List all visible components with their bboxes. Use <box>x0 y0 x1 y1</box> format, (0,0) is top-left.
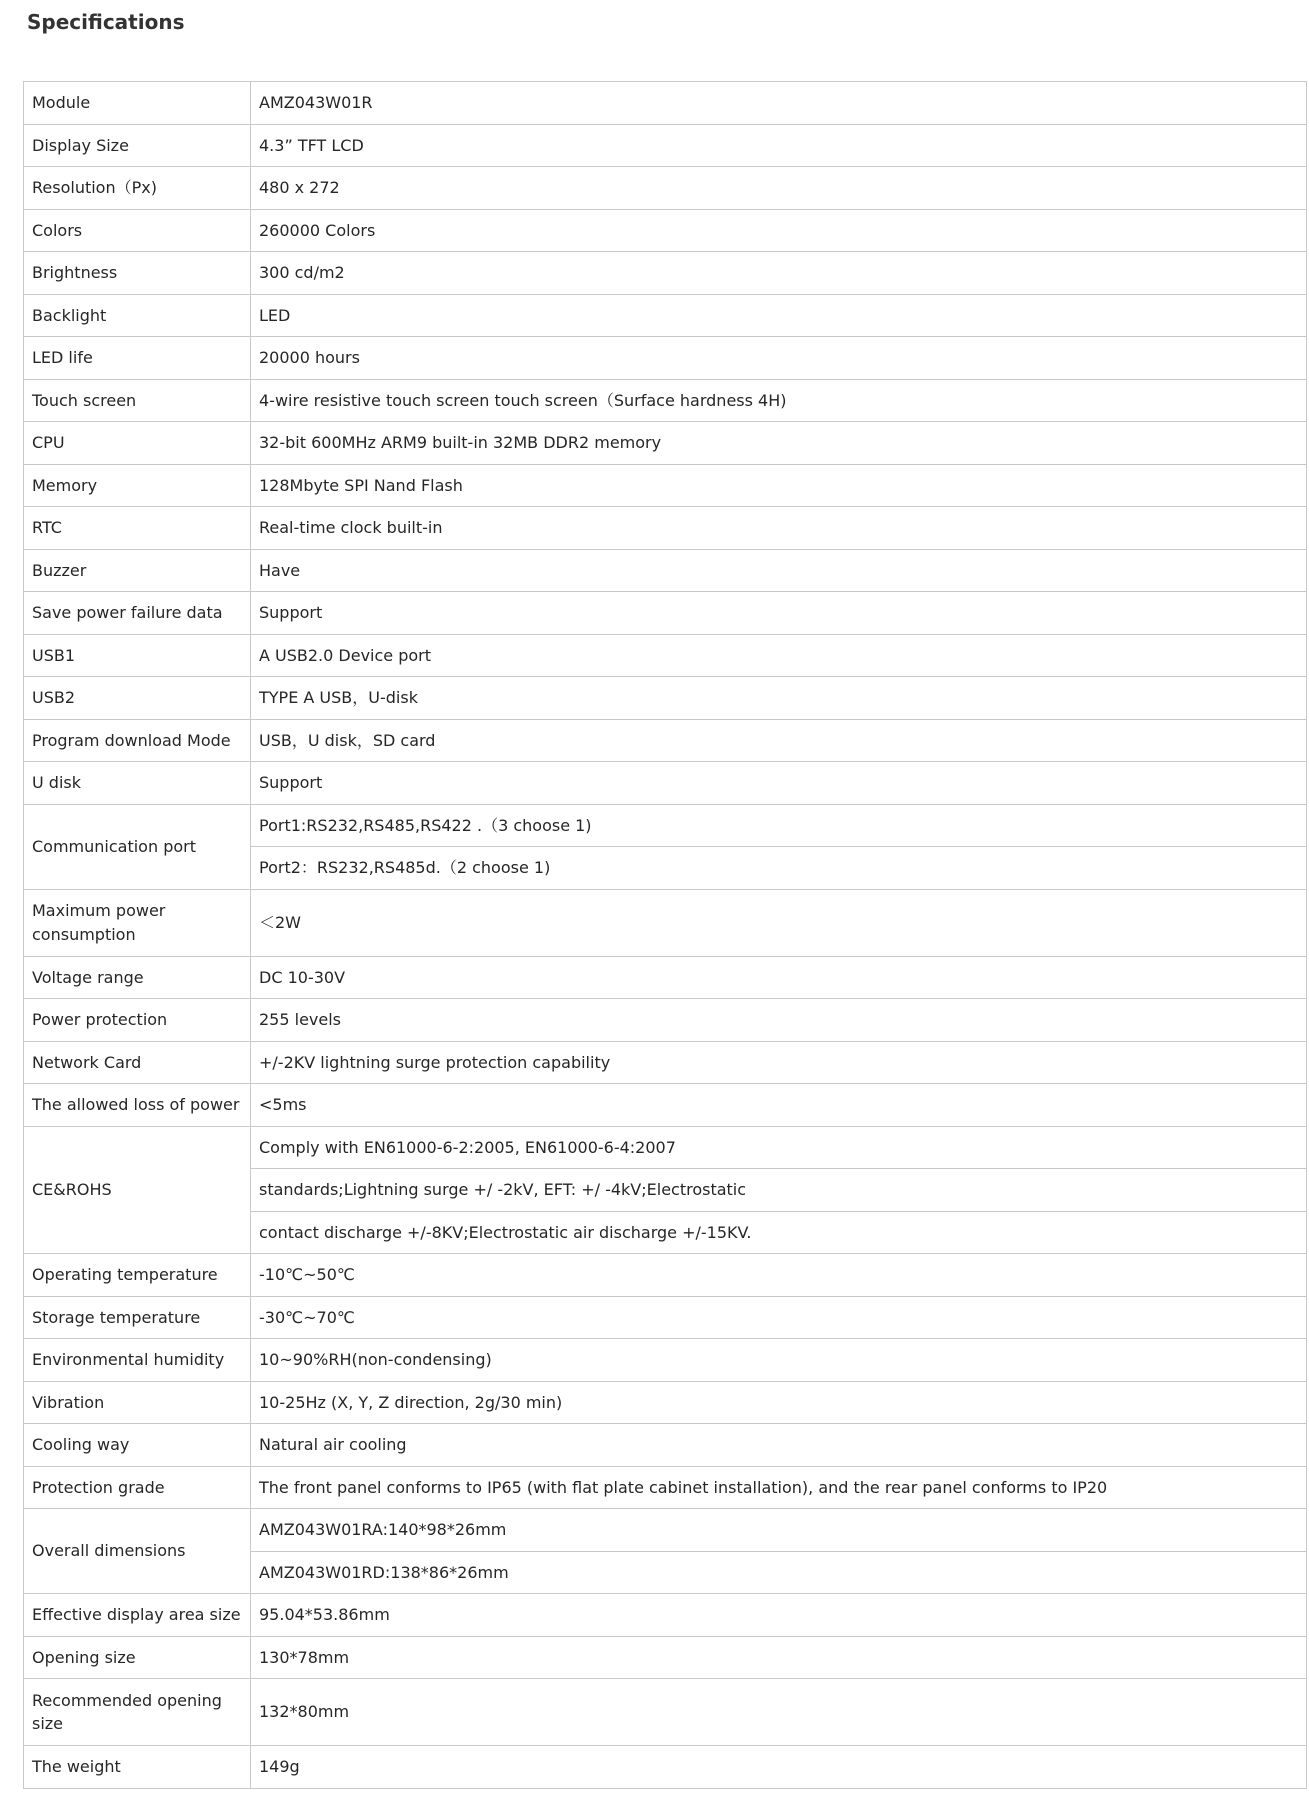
spec-label: Resolution（Px) <box>24 167 251 210</box>
spec-value: 130*78mm <box>251 1636 1307 1679</box>
table-row <box>24 1381 1307 1424</box>
page-title: Specifications <box>27 10 185 34</box>
spec-label: Brightness <box>24 252 251 295</box>
table-row <box>24 1339 1307 1382</box>
spec-label: Power protection <box>24 999 251 1042</box>
spec-value: Support <box>251 762 1307 805</box>
spec-value: 95.04*53.86mm <box>251 1594 1307 1637</box>
table-row <box>24 1746 1307 1789</box>
spec-label: Operating temperature <box>24 1254 251 1297</box>
spec-label: RTC <box>24 507 251 550</box>
table-row <box>24 956 1307 999</box>
table-row <box>24 762 1307 805</box>
spec-value: <5ms <box>251 1084 1307 1127</box>
spec-label: USB2 <box>24 677 251 720</box>
spec-value: 149g <box>251 1746 1307 1789</box>
spec-label: Opening size <box>24 1636 251 1679</box>
table-row <box>24 1636 1307 1679</box>
spec-value: AMZ043W01RD:138*86*26mm <box>251 1551 1307 1594</box>
spec-label: Program download Mode <box>24 719 251 762</box>
table-row <box>24 1594 1307 1637</box>
spec-value: 300 cd/m2 <box>251 252 1307 295</box>
spec-label: Protection grade <box>24 1466 251 1509</box>
table-row <box>24 1466 1307 1509</box>
spec-value: contact discharge +/-8KV;Electrostatic air discharge +/-15KV. <box>251 1211 1307 1254</box>
spec-value: -10℃~50℃ <box>251 1254 1307 1297</box>
table-row <box>24 719 1307 762</box>
spec-value: 480 x 272 <box>251 167 1307 210</box>
spec-label: Touch screen <box>24 379 251 422</box>
spec-value: Natural air cooling <box>251 1424 1307 1467</box>
spec-value: AMZ043W01R <box>251 82 1307 125</box>
table-row <box>24 1084 1307 1127</box>
specifications-table <box>23 81 1307 1789</box>
table-row <box>24 889 1307 956</box>
spec-label: Recommended opening size <box>24 1679 251 1746</box>
spec-value: ＜2W <box>251 889 1307 956</box>
spec-value: +/-2KV lightning surge protection capability <box>251 1041 1307 1084</box>
spec-value: 4-wire resistive touch screen touch screen（Surface hardness 4H) <box>251 379 1307 422</box>
table-row <box>24 1126 1307 1169</box>
spec-value: 255 levels <box>251 999 1307 1042</box>
table-row <box>24 294 1307 337</box>
table-row <box>24 422 1307 465</box>
spec-label: Maximum power consumption <box>24 889 251 956</box>
spec-value: 10-25Hz (X, Y, Z direction, 2g/30 min) <box>251 1381 1307 1424</box>
spec-label: Effective display area size <box>24 1594 251 1637</box>
table-row <box>24 337 1307 380</box>
spec-label: Network Card <box>24 1041 251 1084</box>
spec-label: Memory <box>24 464 251 507</box>
table-row <box>24 999 1307 1042</box>
spec-value: LED <box>251 294 1307 337</box>
spec-label: Buzzer <box>24 549 251 592</box>
spec-value: 260000 Colors <box>251 209 1307 252</box>
spec-label: The weight <box>24 1746 251 1789</box>
spec-label: CPU <box>24 422 251 465</box>
spec-label: Display Size <box>24 124 251 167</box>
table-row <box>24 804 1307 847</box>
spec-value: 4.3” TFT LCD <box>251 124 1307 167</box>
spec-label: LED life <box>24 337 251 380</box>
table-row <box>24 124 1307 167</box>
spec-label: The allowed loss of power <box>24 1084 251 1127</box>
spec-value: TYPE A USB，U-disk <box>251 677 1307 720</box>
table-row <box>24 1679 1307 1746</box>
spec-label: USB1 <box>24 634 251 677</box>
spec-label: Overall dimensions <box>24 1509 251 1594</box>
table-row <box>24 167 1307 210</box>
table-row <box>24 1424 1307 1467</box>
spec-label: Storage temperature <box>24 1296 251 1339</box>
spec-value: -30℃~70℃ <box>251 1296 1307 1339</box>
table-row <box>24 379 1307 422</box>
table-row <box>24 252 1307 295</box>
table-row <box>24 1509 1307 1552</box>
spec-value: Real-time clock built-in <box>251 507 1307 550</box>
spec-value: 132*80mm <box>251 1679 1307 1746</box>
spec-label: Module <box>24 82 251 125</box>
spec-label: CE&ROHS <box>24 1126 251 1254</box>
spec-value: USB，U disk，SD card <box>251 719 1307 762</box>
spec-value: Port1:RS232,RS485,RS422 .（3 choose 1) <box>251 804 1307 847</box>
spec-value: Comply with EN61000-6-2:2005, EN61000-6-4:2007 <box>251 1126 1307 1169</box>
spec-label: Colors <box>24 209 251 252</box>
spec-label: Backlight <box>24 294 251 337</box>
spec-label: Vibration <box>24 1381 251 1424</box>
spec-value: A USB2.0 Device port <box>251 634 1307 677</box>
spec-label: U disk <box>24 762 251 805</box>
spec-value: 128Mbyte SPI Nand Flash <box>251 464 1307 507</box>
table-row <box>24 1296 1307 1339</box>
table-row <box>24 464 1307 507</box>
spec-label: Environmental humidity <box>24 1339 251 1382</box>
spec-value: 20000 hours <box>251 337 1307 380</box>
spec-value: DC 10-30V <box>251 956 1307 999</box>
spec-value: Port2：RS232,RS485d.（2 choose 1) <box>251 847 1307 890</box>
spec-label: Communication port <box>24 804 251 889</box>
table-row <box>24 1254 1307 1297</box>
table-row <box>24 592 1307 635</box>
spec-value: The front panel conforms to IP65 (with flat plate cabinet installation), and the rear panel conforms to IP20 <box>251 1466 1307 1509</box>
spec-value: standards;Lightning surge +/ -2kV, EFT: +/ -4kV;Electrostatic <box>251 1169 1307 1212</box>
table-row <box>24 549 1307 592</box>
spec-value: 10~90%RH(non-condensing) <box>251 1339 1307 1382</box>
spec-value: Support <box>251 592 1307 635</box>
spec-value: Have <box>251 549 1307 592</box>
table-row <box>24 677 1307 720</box>
spec-label: Cooling way <box>24 1424 251 1467</box>
table-row <box>24 507 1307 550</box>
table-row <box>24 1041 1307 1084</box>
spec-value: 32-bit 600MHz ARM9 built-in 32MB DDR2 memory <box>251 422 1307 465</box>
table-row <box>24 634 1307 677</box>
spec-label: Save power failure data <box>24 592 251 635</box>
spec-label: Voltage range <box>24 956 251 999</box>
table-row <box>24 209 1307 252</box>
table-row <box>24 82 1307 125</box>
spec-value: AMZ043W01RA:140*98*26mm <box>251 1509 1307 1552</box>
